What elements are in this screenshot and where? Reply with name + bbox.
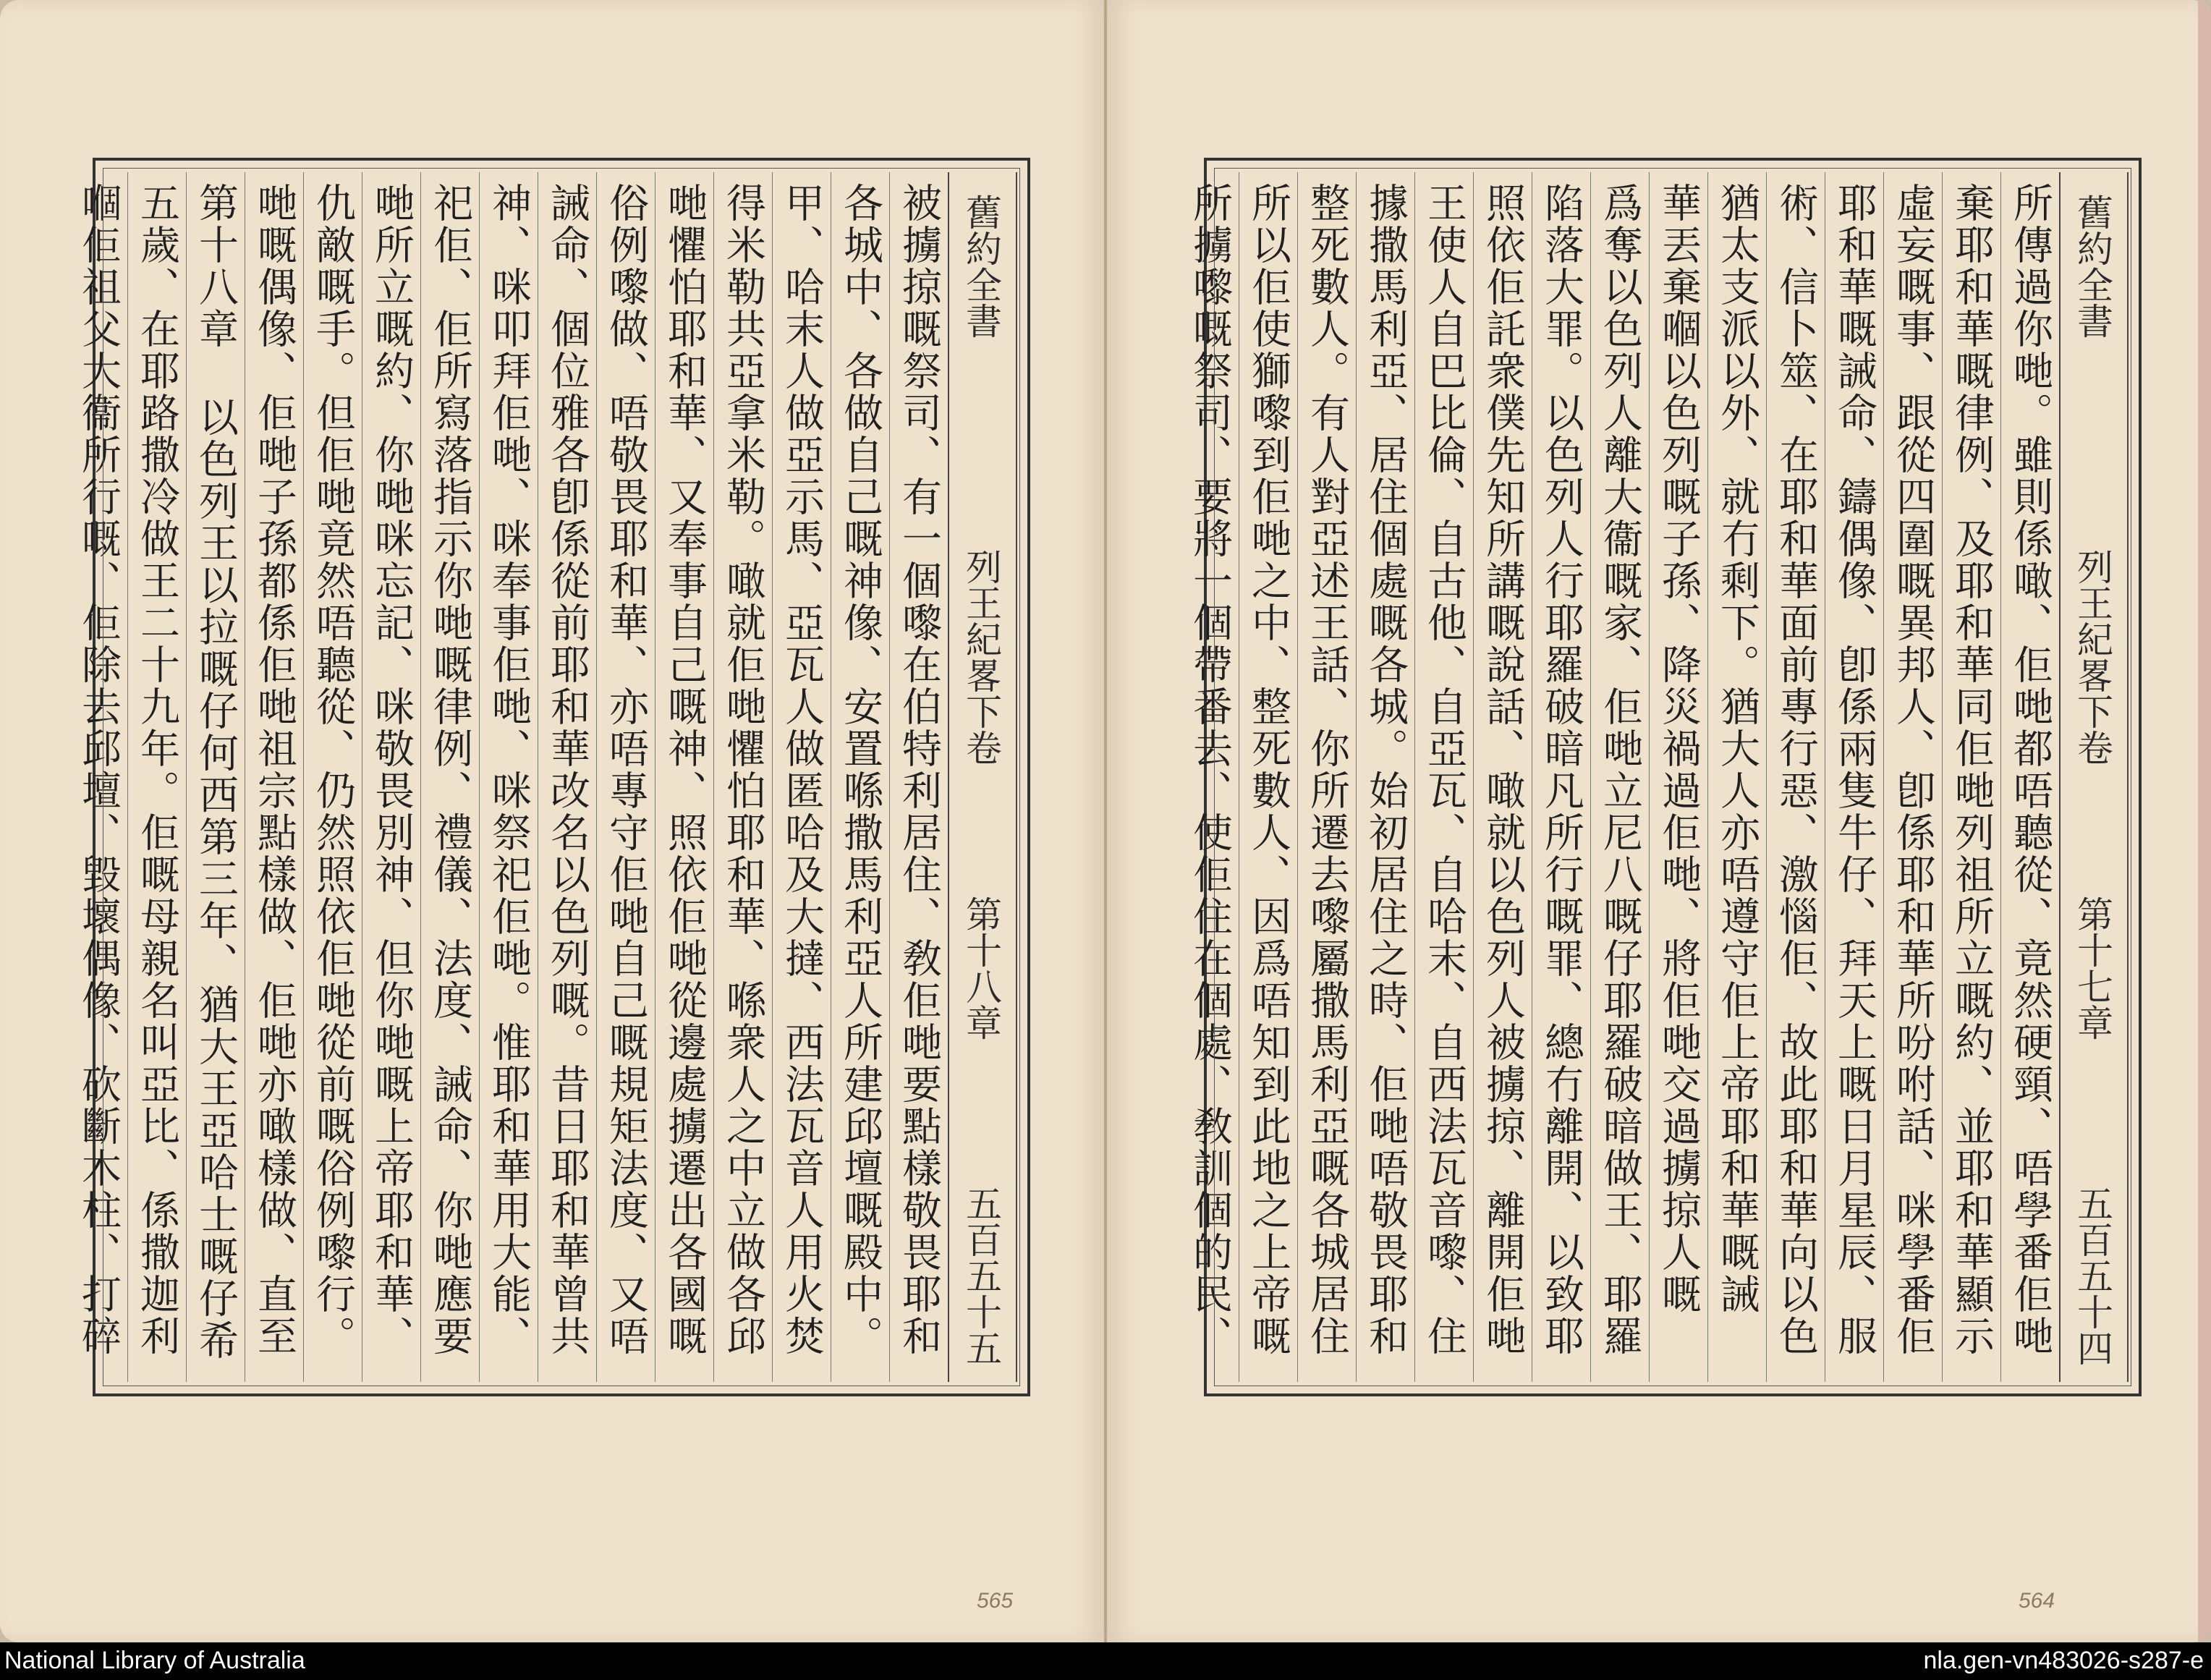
text-column: 猶太支派以外、就冇剩下。猶大人亦唔遵守佢上帝耶和華嘅誡 [1707,172,1766,1382]
text-column: 哋所立嘅約、你哋咪忘記、咪敬畏別神、但你哋嘅上帝耶和華、 [362,172,420,1382]
text-column: 哋懼怕耶和華、又奉事自己嘅神、照依佢哋從邊處擄遷出各國嘅 [655,172,713,1382]
text-column: 耶和華嘅誡命、鑄偶像、卽係兩隻牛仔、拜天上嘅日月星辰、服 [1825,172,1883,1382]
section-title: 列王紀畧下卷 [961,548,1001,765]
text-column: 據撒馬利亞、居住個處嘅各城。始初居住之時、佢哋唔敬畏耶和 [1356,172,1414,1382]
left-page-header [948,172,1017,1382]
book-title: 舊約全書 [2072,194,2113,339]
right-text-frame [1187,158,2142,1396]
text-column: 爲奪以色列人離大衞嘅家、佢哋立尼八嘅仔耶羅破暗做王、耶羅 [1590,172,1649,1382]
book-title: 舊約全書 [961,194,1001,339]
text-column: 所擄嚟嘅祭司、要將一個帶番去、使佢住在個處、敎訓個的民、 [1187,182,1231,1357]
image-identifier: nla.gen-vn483026-s287-e [1923,1647,2204,1674]
text-column: 第十八章 以色列王以拉嘅仔何西第三年、猶大王亞哈士嘅仔希 [186,172,245,1382]
text-column: 照依佢託衆僕先知所講嘅說話、噉就以色列人被擄掠、離開佢哋 [1473,172,1532,1382]
text-column: 所傳過你哋。雖則係噉、佢哋都唔聽從、竟然硬頸、唔學番佢哋 [2000,172,2059,1382]
text-column: 得米勒共亞拿米勒。噉就佢哋懼怕耶和華、喺衆人之中立做各邱 [713,172,772,1382]
text-column: 王使人自巴比倫、自古他、自亞瓦、自哈末、自西法瓦音嚟、住 [1414,172,1473,1382]
text-column: 陷落大罪。以色列人行耶羅破暗凡所行嘅罪、總冇離開、以致耶 [1532,172,1590,1382]
text-column: 整死數人。有人對亞述王話、你所遷去嚟屬撒馬利亞嘅各城居住 [1297,172,1356,1382]
institution-credit: National Library of Australia [4,1647,305,1674]
text-column: 祀佢、佢所寫落指示你哋嘅律例、禮儀、法度、誡命、你哋應要 [420,172,479,1382]
text-column: 被擄掠嘅祭司、有一個嚟在伯特利居住、敎佢哋要點樣敬畏耶和 [889,172,948,1382]
text-column: 俗例嚟做、唔敬畏耶和華、亦唔專守佢哋自己嘅規矩法度、又唔 [596,172,655,1382]
text-column: 誡命、個位雅各卽係從前耶和華改名以色列嘅。昔日耶和華曾共 [538,172,596,1382]
text-column: 五歲、在耶路撒冷做王二十九年。佢嘅母親名叫亞比、係撒迦利 [127,172,186,1382]
page-number: 五百五十四 [2072,1185,2113,1366]
text-column: 仇敵嘅手。但佢哋竟然唔聽從、仍然照依佢哋從前嘅俗例嚟行。 [303,172,362,1382]
chapter-label: 第十七章 [2072,896,2113,1040]
right-page-header [2059,172,2129,1382]
right-text-columns [1187,172,2127,1382]
page-number: 五百五十五 [961,1185,1001,1366]
text-column: 棄耶和華嘅律例、及耶和華同佢哋列祖所立嘅約、並耶和華顯示 [1942,172,2000,1382]
text-column: 術、信卜筮、在耶和華面前專行惡、激惱佢、故此耶和華向以色 [1766,172,1825,1382]
text-column: 甲、哈末人做亞示馬、亞瓦人做匿哈及大撻、西法瓦音人用火焚 [772,172,831,1382]
text-column: 各城中、各做自己嘅神像、安置喺撒馬利亞人所建邱壇嘅殿中。 [831,172,889,1382]
left-text-columns [76,172,1016,1382]
left-text-frame [76,158,1030,1396]
page-edge [2198,0,2211,1642]
chapter-label: 第十八章 [961,896,1001,1040]
footer-bar [0,1642,2211,1680]
text-column: 華丟棄嗰以色列嘅子孫、降災禍過佢哋、將佢哋交過擄掠人嘅 [1649,172,1707,1382]
text-column: 嗰佢祖父大衞所行嘅、佢除去邱壇、毀壞偶像、砍斷木柱、打碎 [76,182,120,1357]
stamped-page-number-right: 564 [2019,1589,2055,1613]
text-column: 虛妄嘅事、跟從四圍嘅異邦人、卽係耶和華所吩咐話、咪學番佢 [1883,172,1942,1382]
text-column: 哋嘅偶像、佢哋子孫都係佢哋祖宗點樣做、佢哋亦噉樣做、直至 [245,172,303,1382]
text-column: 所以佢使獅嚟到佢哋之中、整死數人、因爲唔知到此地之上帝嘅 [1239,172,1297,1382]
text-column: 神、咪叩拜佢哋、咪奉事佢哋、咪祭祀佢哋。惟耶和華用大能、 [479,172,538,1382]
section-title: 列王紀畧下卷 [2072,548,2113,765]
stamped-page-number-left: 565 [977,1589,1014,1613]
